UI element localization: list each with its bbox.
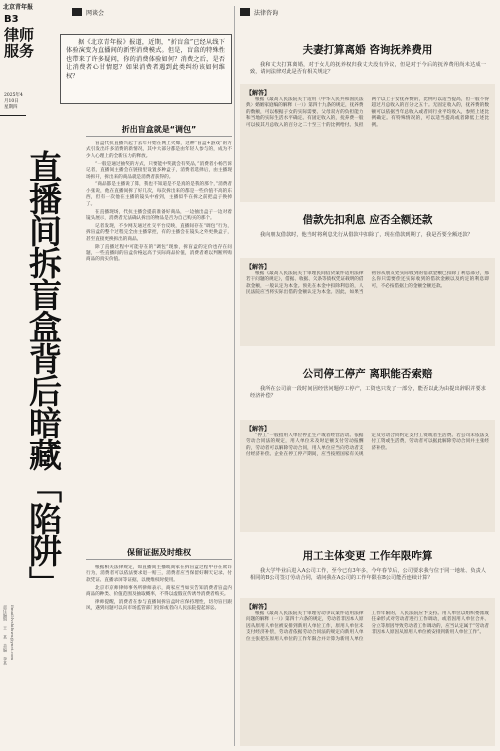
qa-question-2: 我向朋友借款时，他当时将利息先行从借款中扣除了，现在借款到期了，我是否要全额还款？ (260, 232, 473, 238)
section-name-a: 律师 (4, 26, 35, 44)
section-title-2: 保留证据及时维权 (127, 548, 191, 557)
qa-answer-2: 根据《最高人民法院关于审理民间借贷案件适用法律若干问题的规定》，借据、收据、欠条等债权凭证载明的借款金额，一般认定为本金。预先在本金中扣除利息的，人民法院应当将实际出借的金额认定为本金。因此，如果当初你从朋友处实际收到的借款金额已扣除了利息部分，那么你只需要偿还实际收到的借款金额以及约定的利息即可，不必按借据上的金额全额还款。 (246, 271, 489, 296)
issue-date: 2025年4月10日 (4, 93, 23, 104)
qa-title-2: 借款先扣利息 应否全额还款 (302, 214, 433, 226)
qa-question-4: 我大学毕业后进入A公司工作，至今已有3年多，今年春节后，公司要求我与位于同一地址、负责人相同的B公司签订劳动合同，请问我在A公司的工作年限在B公司能否连续计算？ (250, 568, 486, 581)
section-title-1: 折出盲盒就是“调包” (121, 125, 197, 134)
masthead-rule (0, 115, 26, 116)
masthead-logo: 北京青年报 (3, 4, 34, 11)
qa-answer-label-3: 【解答】 (246, 426, 271, 433)
main-headline: 直播间拆盲盒背后暗藏「陷阱」 (24, 150, 63, 598)
qa-answer-4: 根据《最高人民法院关于审理劳动争议案件适用法律问题的解释（一）》第四十六条的规定，劳动者非因本人原因从原用人单位被安排到新用人单位工作，原用人单位未支付经济补偿，劳动者依据劳动合同法的规定向新用人单位主张把在原用人单位的工作年限合并计算为新用人单位工作年限的，人民法院应予支持。用人单位以组织委派或任命形式对劳动者进行工作调动，或者因用人单位合并、分立等原因导致劳动者工作调动的，应当认定属于“劳动者非因本人原因从原用人单位被安排到新用人单位工作”。 (246, 611, 489, 642)
qa-answer-label-1: 【解答】 (246, 90, 271, 97)
editor-credit: 责任编辑 王 某 美编 李某 (3, 605, 8, 665)
qa-answer-3: “停工”一般指用人单位停止生产或者经营活动。依据劳动合同法的规定，用人单位未及时足额支付劳动报酬的，劳动者可以解除劳动合同，用人单位应当向劳动者支付经济补偿。企业在停工停产期间，应当按照国家有关规定及劳动合同约定支付工资或者生活费。若公司未依法支付工资或生活费，劳动者可以据此解除劳动合同并主张经济补偿。 (246, 433, 489, 458)
qa-question-3: 我所在公司前一段时间因经营问题停工停产，工资也只发了一部分，能否以此为由提出辞职并要求经济补偿？ (250, 386, 486, 399)
column-kicker-right: 法律咨询 (254, 10, 279, 17)
paragraph: 律师提醒，消费者在参与直播间拆盲盒时应保持理性，切勿盲目跟风，遇到问题可以向市场监管部门投诉或者向人民法院提起诉讼。 (86, 600, 232, 612)
page-code: B3 (4, 14, 19, 25)
paragraph: 北京市京师律师事务所律师表示，商家应当如实告知消费者盲盒内商品的种类、价值范围及抽取概率，不得以虚假宣传诱导消费者购买。 (86, 585, 232, 598)
paragraph: “一般是通过抽奖的方式，只要能中奖就会有奖品，”消费者小杨告诉记者，直播间主播会在链接里设置多种盒子，消费者选择后，由主播现场拆开，拆出来的商品就是消费者获得的。 (86, 161, 232, 180)
qa-title-3: 公司停工停产 离职能否索赔 (302, 368, 433, 380)
column-divider (234, 6, 235, 746)
paragraph: 在直播现场，代抗主播会提前准备好商品，一边抽出盒子一边对着镜头展示，消费者无法确认拆出的物品是否为自己购买的那个。 (86, 209, 232, 221)
paragraph: 盲盒代抗直播兴起于去年开始在网上火爆，这种“盲盒+游戏”的方式引发出许多消费的新情况，其中大部分都是由年轻人参与的，成为不少人心理上的全新压力的释放。 (86, 141, 232, 159)
kicker-bar-left (72, 8, 82, 16)
qa-question-1: 我和丈夫打算离婚，对于女儿的抚养权归我丈夫没有异议，但是对于今后的抚养费用尚未达成一致，请问法律对此是否有相关规定？ (250, 62, 486, 75)
qa-answer-label-4: 【解答】 (246, 604, 271, 611)
editor-email: Email:lvshifuwu@ynet.com (10, 605, 15, 661)
lead-text: 据《北京青年报》报道，近期，“折盲盒”已经从线下体验演变为直播间的新型消费模式。但是，盲盒的特殊性也带来了许多疑问，你的消费体验如何？消费之后，是否让消费者心甘情愿？如果消费者遇到此类纠纷该如何维权？ (66, 39, 225, 80)
paragraph: 根据相关法律规定，如直播间主播或商家在拆盲盒过程中存在欺诈行为，消费者可以依法要求退一赔三，消费者应当保留好聊天记录、付款凭证、直播录屏等证据，以便维权时使用。 (86, 565, 232, 583)
paragraph: 记者发现，不少网友通过社交平台反映，直播间存在“调包”行为，拆盲盒的整个过程完全由主播掌控，有的主播会在镜头之外更换盒子，甚至直接更换拆出的商品。 (86, 223, 232, 242)
section-name-b: 服务 (4, 42, 35, 60)
section-body-2 (86, 565, 232, 745)
qa-title-1: 夫妻打算离婚 咨询抚养费用 (302, 44, 433, 56)
issue-weekday: 星期四 (4, 105, 18, 110)
section-body-1 (86, 141, 232, 538)
section-title-rule-2 (86, 559, 232, 560)
kicker-bar-right (240, 8, 250, 16)
section-title-rule-1 (86, 136, 232, 137)
qa-title-4: 用工主体变更 工作年限咋算 (302, 550, 433, 562)
qa-answer-1: 根据《最高人民法院关于适用〈中华人民共和国民法典〉婚姻家庭编的解释（一）》第四十九条的规定，抚养费的数额，可以根据子女的实际需要、父母双方的负担能力和当地的实际生活水平确定。有固定收入的，抚养费一般可以按其月总收入的百分之二十至三十的比例给付。负担两个以上子女抚养费的，比例可以适当提高，但一般不得超过月总收入的百分之五十。无固定收入的，抚养费的数额可以依据当年总收入或者同行业平均收入，参照上述比例确定。有特殊情况的，可以适当提高或者降低上述比例。 (246, 97, 489, 128)
paragraph: “商品都是主播说了算，我也不知道是不是真的是我的那个，”消费者小张说，他在直播间拆了好几次，每次拆出来的都是一些价值不高的东西，但有一次他在主播的镜头中看到，主播似乎在拆之前把盒子换掉了。 (86, 182, 232, 207)
column-kicker-left: 网谈会 (86, 10, 105, 17)
paragraph: 除了直播过程中可能存在的“调包”现象，拆盲盒的定价也存在问题，一些直播间的盲盒价格远高于实际商品价值，消费者难以判断所购商品的真实价值。 (86, 244, 232, 263)
qa-answer-label-2: 【解答】 (246, 264, 271, 271)
